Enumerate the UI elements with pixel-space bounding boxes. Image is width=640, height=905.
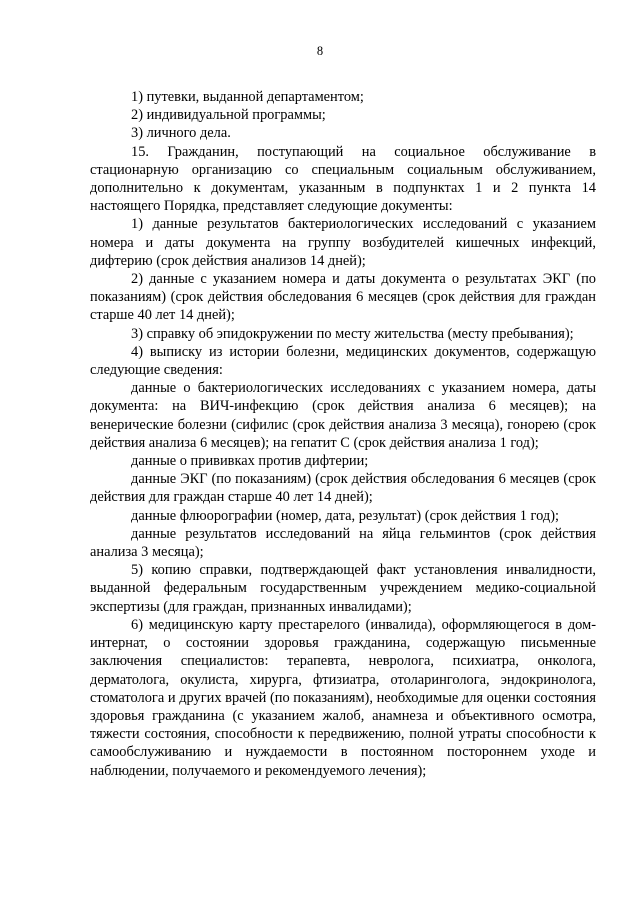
list-item-medical-card: 6) медицинскую карту престарелого (инвалида), оформляющегося в дом-интернат, о состоянии здоровья гражданина, содержащую письменные заключения специалистов: терапевта, невролога, психиатра, онколога, дерматолога, окулиста, хирурга, фтизиатра, отоларинголога, эндокринолога, стоматолога и других врачей (по показаниям), необходимые для оценки состояния здоровья гражданина (с указанием жалоб, анамнеза и объективного осмотра, тяжести состояния, способности к передвижению, полной утраты способности к самообслуживанию и нуждаемости в постоянном постороннем уходе и наблюдении, получаемого и рекомендуемого лечения); bbox=[90, 616, 596, 779]
paragraph-helminth-tests: данные результатов исследований на яйца гельминтов (срок действия анализа 3 месяца); bbox=[90, 525, 596, 561]
list-item-individual-program: 2) индивидуальной программы; bbox=[131, 107, 326, 124]
clause-15: 15. Гражданин, поступающий на социальное обслуживание в стационарную организацию со специальным социальным обслуживанием, дополнительно к документам, указанным в подпунктах 1 и 2 пункта 14 настоящего Порядка, представляет следующие документы: bbox=[90, 143, 596, 215]
paragraph-fluorography: данные флюорографии (номер, дата, результат) (срок действия 1 год); bbox=[131, 507, 559, 524]
list-item-ecg-results: 2) данные с указанием номера и даты документа о результатах ЭКГ (по показаниям) (срок действия обследования 6 месяцев (срок действия для граждан старше 40 лет 14 дней); bbox=[90, 271, 596, 324]
paragraph-ecg-data: данные ЭКГ (по показаниям) (срок действия обследования 6 месяцев (срок действия для граждан старше 40 лет 14 дней); bbox=[90, 471, 596, 506]
paragraph-bacteriological-studies: данные о бактериологических исследованиях с указанием номера, даты документа: на ВИЧ-инфекцию (срок действия анализа 6 месяцев); на венерические болезни (сифилис (срок действия анализа 3 месяца), гонорею (срок действия анализа 6 месяцев); на гепатит С (срок действия анализа 1 год); bbox=[90, 380, 596, 451]
paragraph-diphtheria-vaccinations: данные о прививках против дифтерии; bbox=[131, 453, 369, 470]
page-number: 8 bbox=[316, 44, 324, 58]
document-body bbox=[90, 88, 596, 780]
list-item-disability-certificate: 5) копию справки, подтверждающей факт установления инвалидности, выданной федеральным государственным учреждением медико-социальной экспертизы (для граждан, признанных инвалидами); bbox=[90, 562, 596, 615]
list-item-personal-file: 3) личного дела. bbox=[131, 125, 231, 142]
list-item-epidemiological-certificate: 3) справку об эпидокружении по месту жительства (месту пребывания); bbox=[131, 325, 574, 342]
list-item-bacteriological-data: 1) данные результатов бактериологических исследований с указанием номера и даты документа на группу возбудителей кишечных инфекций, дифтерию (срок действия анализов 14 дней); bbox=[90, 216, 596, 269]
list-item-medical-history-extract: 4) выписку из истории болезни, медицинских документов, содержащую следующие сведения: bbox=[90, 343, 596, 379]
list-item-voucher: 1) путевки, выданной департаментом; bbox=[131, 89, 364, 105]
